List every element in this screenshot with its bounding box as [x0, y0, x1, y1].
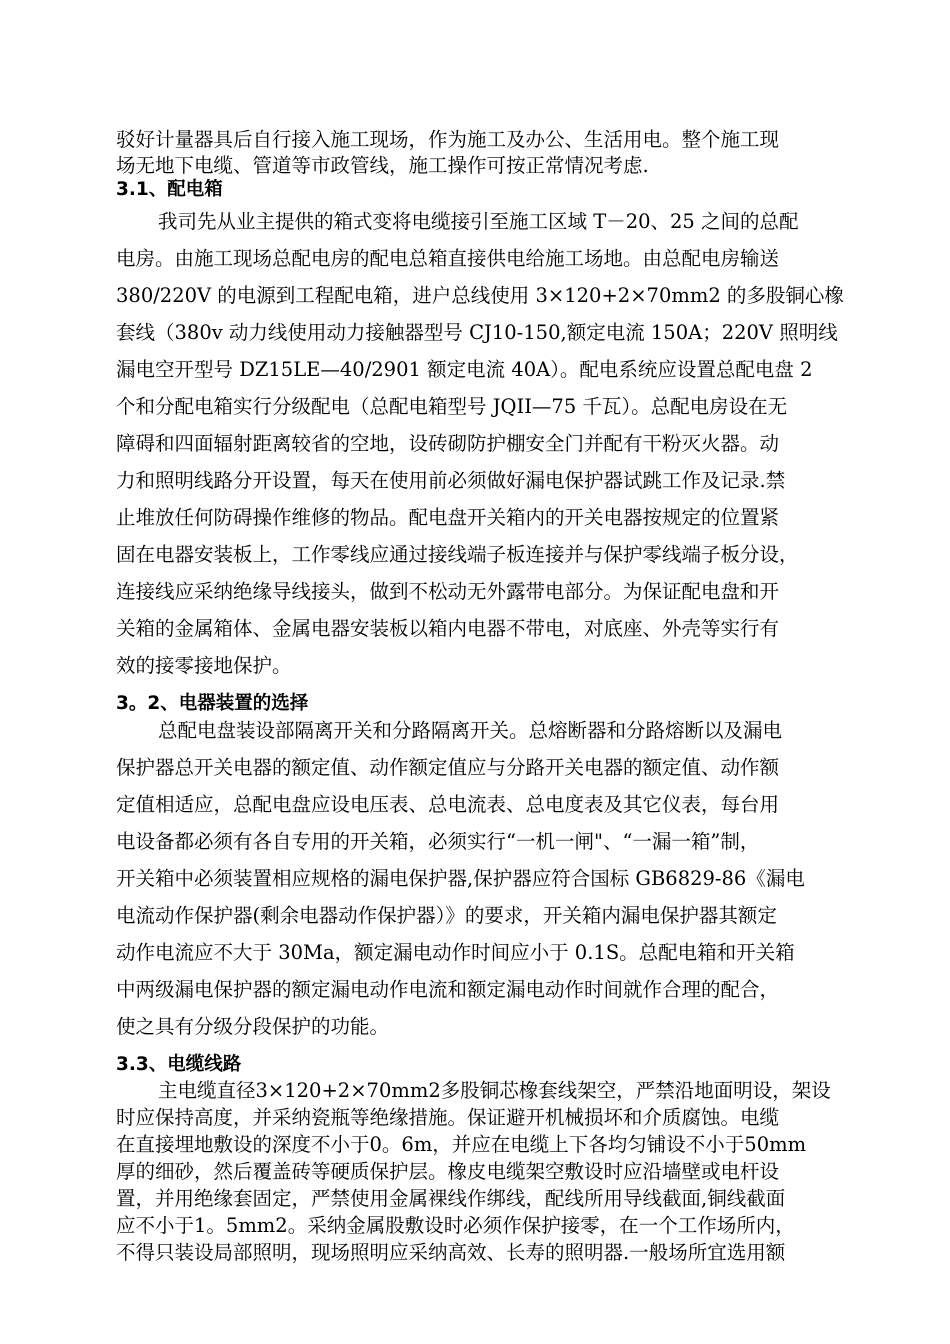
paragraph-line: 定值相适应，总配电盘应设电压表、总电流表、总电度表及其它仪表，每台用 [116, 793, 780, 816]
paragraph-line: 在直接埋地敷设的深度不小于0。6m，并应在电缆上下各均匀铺设不小于50mm [116, 1133, 807, 1156]
paragraph-line: 主电缆直径3×120+2×70mm2多股铜芯橡套线架空，严禁沿地面明设，架设 [158, 1079, 831, 1102]
paragraph-line: 时应保持高度，并采纳瓷瓶等绝缘措施。保证避开机械损坏和介质腐蚀。电缆 [116, 1106, 780, 1129]
paragraph-line: 动作电流应不大于 30Ma，额定漏电动作时间应小于 0.1S。总配电箱和开关箱 [116, 941, 795, 964]
section-heading: 3.3、电缆线路 [116, 1054, 242, 1075]
paragraph-line: 力和照明线路分开设置，每天在使用前必须做好漏电保护器试跳工作及记录.禁 [116, 469, 786, 492]
paragraph-line: 电房。由施工现场总配电房的配电总箱直接供电给施工场地。由总配电房输送 [116, 247, 780, 270]
paragraph-line: 电流动作保护器(剩余电器动作保护器）》的要求，开关箱内漏电保护器其额定 [116, 904, 777, 927]
paragraph-line: 使之具有分级分段保护的功能。 [116, 1015, 390, 1038]
paragraph-line: 我司先从业主提供的箱式变将电缆接引至施工区域 T－20、25 之间的总配 [158, 210, 799, 233]
paragraph-line: 止堆放任何防碍操作维修的物品。配电盘开关箱内的开关电器按规定的位置紧 [116, 506, 780, 529]
section-heading: 3.1、配电箱 [116, 179, 223, 200]
paragraph-line: 开关箱中必须装置相应规格的漏电保护器,保护器应符合国标 GB6829-86《漏电 [116, 867, 805, 890]
paragraph-line: 应不小于1。5mm2。采纳金属股敷设时必须作保护接零，在一个工作场所内， [116, 1214, 795, 1237]
paragraph-line: 保护器总开关电器的额定值、动作额定值应与分路开关电器的额定值、动作额 [116, 756, 780, 779]
paragraph-line: 漏电空开型号 DZ15LE—40/2901 额定电流 40A）。配电系统应设置总配电盘 2 [116, 358, 813, 381]
section-heading: 3。2、电器装置的选择 [116, 693, 309, 714]
paragraph-line: 效的接零接地保护。 [116, 654, 292, 677]
paragraph-line: 中两级漏电保护器的额定漏电动作电流和额定漏电动作时间就作合理的配合， [116, 978, 780, 1001]
paragraph-line: 固在电器安装板上，工作零线应通过接线端子板连接并与保护零线端子板分设， [116, 543, 799, 566]
intro-line: 场无地下电缆、管道等市政管线，施工操作可按正常情况考虑. [116, 154, 649, 177]
paragraph-line: 厚的细砂，然后覆盖砖等硬质保护层。橡皮电缆架空敷设时应沿墙壁或电杆设 [116, 1160, 780, 1183]
paragraph-line: 380/220V 的电源到工程配电箱，进户总线使用 3×120+2×70mm2 的多股铜心橡 [116, 284, 844, 307]
paragraph-line: 障碍和四面辐射距离较省的空地，设砖砌防护棚安全门并配有干粉灭火器。动 [116, 432, 780, 455]
intro-line: 驳好计量器具后自行接入施工现场，作为施工及办公、生活用电。整个施工现 [116, 128, 780, 151]
paragraph-line: 个和分配电箱实行分级配电（总配电箱型号 JQII—75 千瓦）。总配电房设在无 [116, 395, 788, 418]
paragraph-line: 连接线应采纳绝缘导线接头，做到不松动无外露带电部分。为保证配电盘和开 [116, 580, 780, 603]
paragraph-line: 套线（380v 动力线使用动力接触器型号 CJ10-150,额定电流 150A；220V 照明线 [116, 321, 838, 344]
paragraph-line: 电设备都必须有各自专用的开关箱，必须实行“一机一闸"、“一漏一箱”制， [116, 830, 760, 853]
paragraph-line: 关箱的金属箱体、金属电器安装板以箱内电器不带电，对底座、外壳等实行有 [116, 617, 780, 640]
paragraph-line: 总配电盘装设部隔离开关和分路隔离开关。总熔断器和分路熔断以及漏电 [158, 719, 783, 742]
paragraph-line: 置，并用绝缘套固定，严禁使用金属裸线作绑线，配线所用导线截面,铜线截面 [116, 1187, 786, 1210]
paragraph-line: 不得只装设局部照明，现场照明应采纳高效、长寿的照明器.一般场所宜选用额 [116, 1241, 786, 1264]
